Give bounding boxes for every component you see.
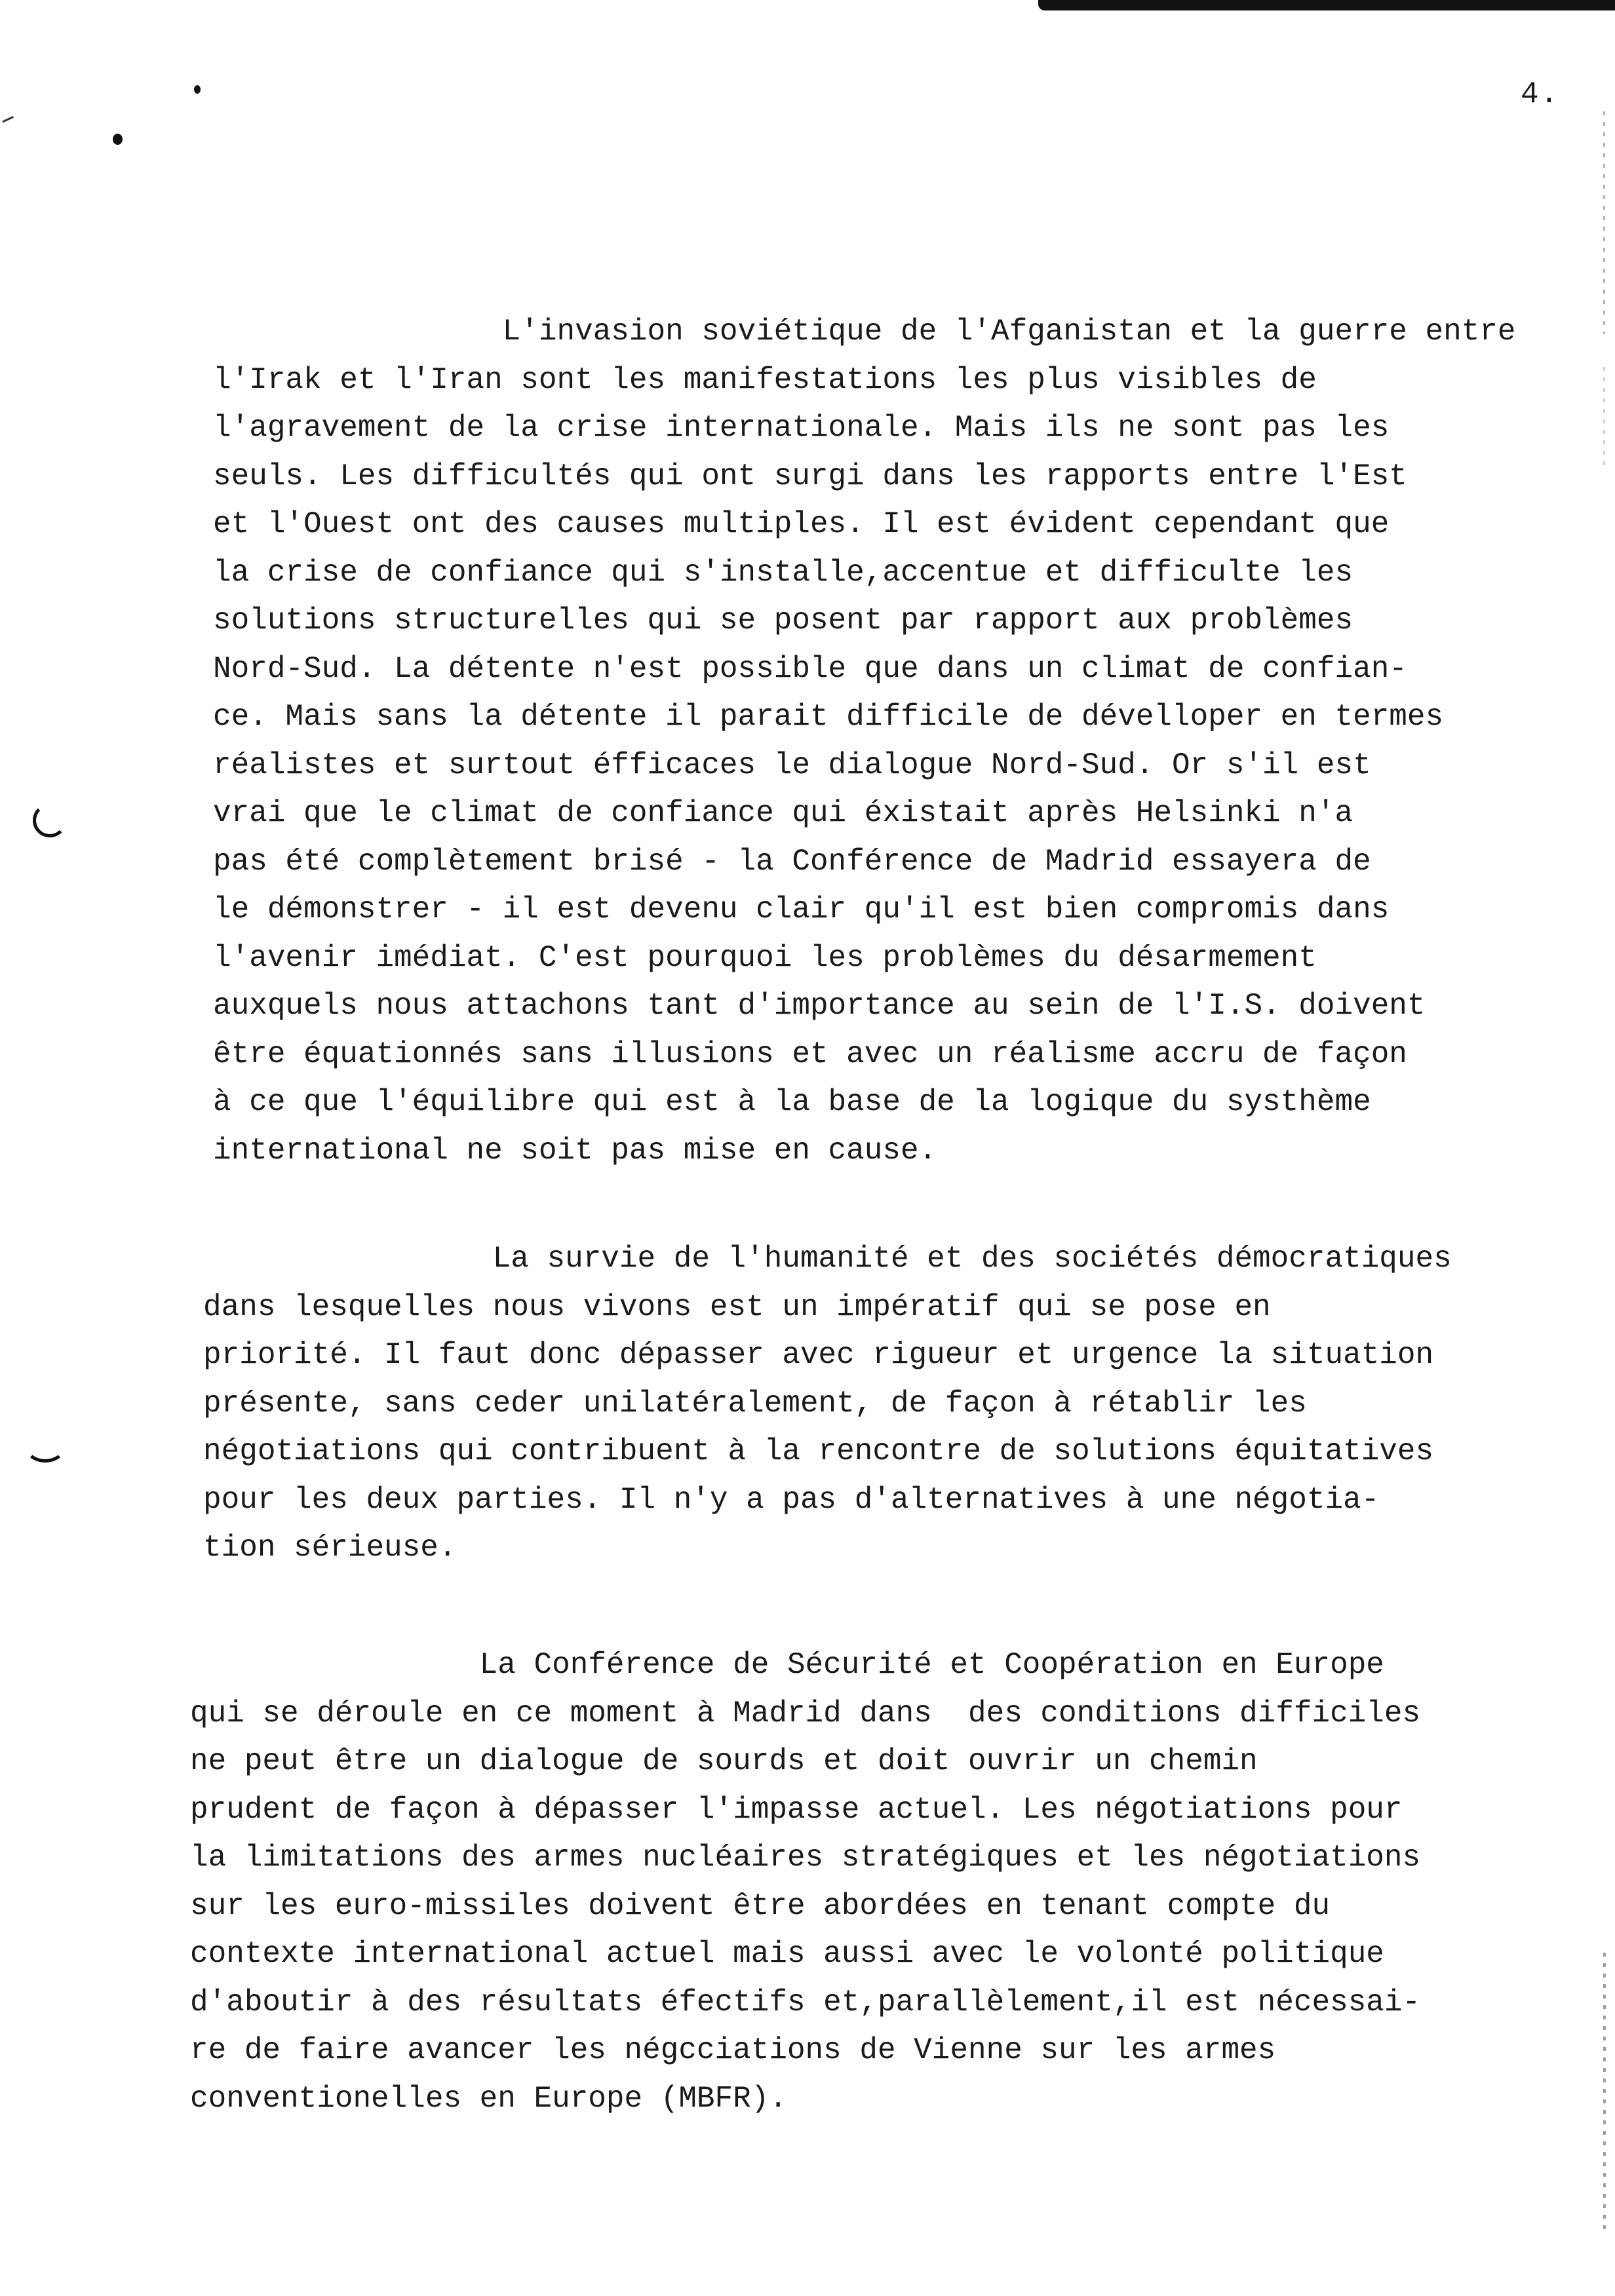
margin-mark — [33, 803, 67, 837]
text-line: contexte international actuel mais aussi avec le volonté politique — [190, 1937, 1384, 1971]
text-line: re de faire avancer les négcciations de Vienne sur les armes — [190, 2033, 1276, 2067]
scan-edge-noise — [1603, 111, 1605, 334]
text-line: L'invasion soviétique de l'Afganistan et la guerre entre — [213, 315, 1516, 349]
text-line: négotiations qui contribuent à la rencontre de solutions équitatives — [203, 1434, 1434, 1468]
text-line: d'aboutir à des résultats éfectifs et,parallèlement,il est nécessai- — [190, 1985, 1421, 2019]
scan-dot — [194, 85, 201, 94]
page-number: 4. — [1521, 77, 1560, 111]
text-line: seuls. Les difficultés qui ont surgi dans les rapports entre l'Est — [213, 459, 1407, 493]
text-line: prudent de façon à dépasser l'impasse actuel. Les négotiations pour — [190, 1792, 1403, 1827]
text-line: international ne soit pas mise en cause. — [213, 1133, 937, 1168]
scan-dot — [113, 134, 123, 145]
text-line: dans lesquelles nous vivons est un impératif qui se pose en — [203, 1290, 1271, 1324]
text-line: vrai que le climat de confiance qui éxistait après Helsinki n'a — [213, 796, 1353, 830]
text-line: solutions structurelles qui se posent par rapport aux problèmes — [213, 603, 1353, 638]
scan-edge-noise — [1603, 1953, 1606, 2234]
text-line: La survie de l'humanité et des sociétés démocratiques — [203, 1242, 1452, 1276]
text-line: présente, sans ceder unilatéralement, de façon à rétablir les — [203, 1386, 1307, 1421]
text-line: l'Irak et l'Iran sont les manifestations les plus visibles de — [213, 362, 1317, 397]
text-line: l'avenir imédiat. C'est pourquoi les problèmes du désarmement — [213, 940, 1317, 975]
text-line: la limitations des armes nucléaires stratégiques et les négotiations — [190, 1841, 1421, 1875]
text-line: ce. Mais sans la détente il parait difficile de dévelloper en termes — [213, 700, 1444, 734]
paragraph-3 — [190, 1641, 1566, 2123]
text-line: qui se déroule en ce moment à Madrid dans des conditions difficiles — [190, 1696, 1421, 1731]
text-line: à ce que l'équilibre qui est à la base de la logique du systhème — [213, 1085, 1371, 1119]
text-line: conventionelles en Europe (MBFR). — [190, 2081, 787, 2116]
text-line: pour les deux parties. Il n'y a pas d'alternatives à une négotia- — [203, 1482, 1380, 1517]
text-line: pas été complètement brisé - la Conférence de Madrid essayera de — [213, 844, 1371, 879]
text-line: l'agravement de la crise internationale. Mais ils ne sont pas les — [213, 411, 1390, 445]
text-line: être équationnés sans illusions et avec un réalisme accru de façon — [213, 1037, 1407, 1071]
text-line: le démonstrer - il est devenu clair qu'il est bien compromis dans — [213, 892, 1390, 927]
text-line: tion sérieuse. — [203, 1531, 457, 1565]
margin-mark — [25, 1431, 66, 1463]
scan-edge-noise — [1603, 367, 1605, 465]
text-line: auxquels nous attachons tant d'importance au sein de l'I.S. doivent — [213, 989, 1426, 1023]
paragraph-1 — [213, 308, 1589, 1175]
text-line: ne peut être un dialogue de sourds et doit ouvrir un chemin — [190, 1744, 1258, 1778]
scan-top-edge — [1038, 0, 1615, 10]
text-line: priorité. Il faut donc dépasser avec rigueur et urgence la situation — [203, 1338, 1434, 1372]
text-line: et l'Ouest ont des causes multiples. Il est évident cependant que — [213, 507, 1390, 541]
text-line: la crise de confiance qui s'installe,accentue et difficulte les — [213, 555, 1353, 590]
text-line: La Conférence de Sécurité et Coopération en Europe — [190, 1648, 1384, 1682]
text-line: réalistes et surtout éfficaces le dialogue Nord-Sud. Or s'il est — [213, 748, 1371, 782]
text-line: Nord-Sud. La détente n'est possible que dans un climat de confian- — [213, 651, 1407, 686]
paragraph-2 — [203, 1235, 1580, 1573]
text-line: sur les euro-missiles doivent être abordées en tenant compte du — [190, 1888, 1331, 1923]
scan-corner-mark — [2, 116, 17, 131]
